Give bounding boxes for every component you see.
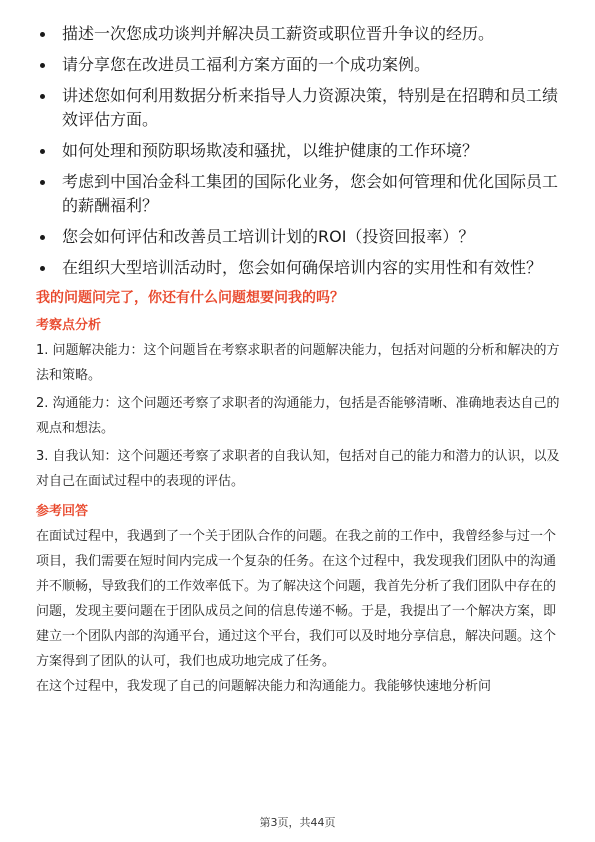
bullet-item — [36, 225, 561, 249]
answer-paragraph: 在这个过程中，我发现了自己的问题解决能力和沟通能力。我能够快速地分析问 — [36, 679, 492, 694]
bullet-text: 考虑到中国冶金科工集团的国际化业务，您会如何管理和优化国际员工的薪酬福利？ — [62, 172, 559, 215]
bullet-dot-icon — [40, 180, 45, 185]
bullet-item — [36, 84, 561, 132]
analysis-point: 3. 自我认知：这个问题还考察了求职者的自我认知，包括对自己的能力和潜力的认识，以及对自己在面试过程中的表现的评估。 — [36, 449, 560, 489]
analysis-points — [36, 338, 561, 494]
answer-paragraph: 在面试过程中，我遇到了一个关于团队合作的问题。在我之前的工作中，我曾经参与过一个项目，我们需要在短时间内完成一个复杂的任务。在这个过程中，我发现我们团队中的沟通并不顺畅，导致我们的工作效率低下。为了解决这个问题，我首先分析了我们团队中存在的问题，发现主要问题在于团队成员之间的信息传递不畅。于是，我提出了一个解决方案，即建立一个团队内部的沟通平台，通过这个平台，我们可以及时地分享信息，解决问题。这个方案得到了团队的认可，我们也成功地完成了任务。 — [36, 529, 557, 669]
bullet-text: 请分享您在改进员工福利方案方面的一个成功案例。 — [62, 55, 431, 74]
analysis-point: 2. 沟通能力：这个问题还考察了求职者的沟通能力，包括是否能够清晰、准确地表达自己的观点和想法。 — [36, 396, 560, 436]
document-page — [36, 22, 561, 699]
answer-body — [36, 524, 561, 699]
bullet-item — [36, 139, 561, 163]
analysis-point: 1. 问题解决能力：这个问题旨在考察求职者的问题解决能力，包括对问题的分析和解决的方法和策略。 — [36, 343, 560, 383]
bullet-dot-icon — [40, 266, 45, 271]
bullet-text: 讲述您如何利用数据分析来指导人力资源决策，特别是在招聘和员工绩效评估方面。 — [62, 86, 559, 129]
bullet-dot-icon — [40, 149, 45, 154]
answer-heading: 参考回答 — [36, 504, 89, 519]
bullet-dot-icon — [40, 94, 45, 99]
bullet-text: 如何处理和预防职场欺凌和骚扰，以维护健康的工作环境？ — [62, 141, 479, 160]
bullet-item — [36, 170, 561, 218]
bullet-item — [36, 256, 561, 280]
analysis-heading: 考察点分析 — [36, 318, 102, 333]
bullet-text: 在组织大型培训活动时，您会如何确保培训内容的实用性和有效性？ — [62, 258, 543, 277]
question-bullet-list — [36, 22, 561, 280]
bullet-dot-icon — [40, 32, 45, 37]
bullet-item — [36, 22, 561, 46]
bullet-dot-icon — [40, 63, 45, 68]
bullet-dot-icon — [40, 235, 45, 240]
bullet-text: 您会如何评估和改善员工培训计划的ROI（投资回报率）？ — [62, 227, 475, 246]
page-number-footer: 第3页，共44页 — [259, 816, 336, 829]
bullet-item — [36, 53, 561, 77]
bullet-text: 描述一次您成功谈判并解决员工薪资或职位晋升争议的经历。 — [62, 24, 495, 43]
question-title: 我的问题问完了，你还有什么问题想要问我的吗？ — [36, 290, 344, 306]
